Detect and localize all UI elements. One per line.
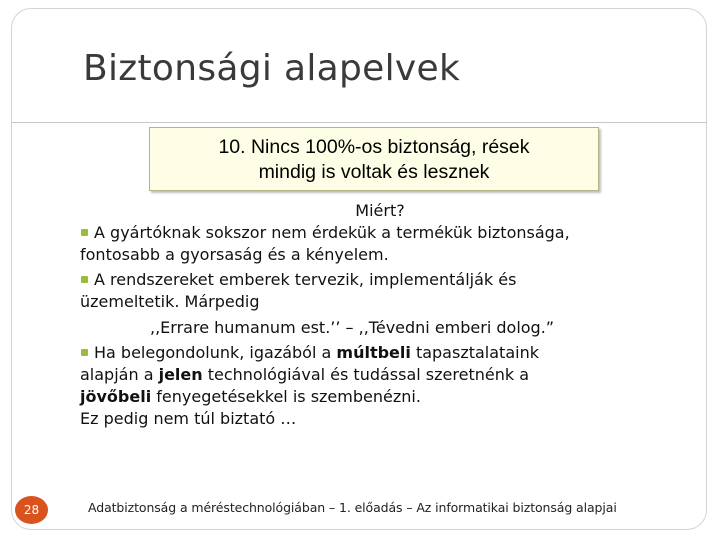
bullet-2-line-2: üzemeltetik. Márpedig (80, 292, 260, 311)
bullet-3-bold-future: jövőbeli (80, 387, 152, 406)
title-divider (11, 122, 707, 123)
slide-body (80, 200, 680, 430)
bullet-icon (81, 349, 88, 356)
bullet-3-bold-present: jelen (158, 365, 203, 384)
principle-callout (149, 127, 599, 191)
bullet-item-1 (80, 222, 680, 266)
bullet-3-text-5: fenyegetésekkel is szembenézni. (151, 387, 421, 406)
callout-line-2: mindig is voltak és lesznek (258, 161, 490, 183)
bullet-item-3 (80, 342, 680, 430)
why-heading: Miért? (355, 201, 405, 220)
latin-quote: ,,Errare humanum est.’’ – ,,Tévedni emberi dolog.” (150, 318, 555, 337)
bullet-3-text-4: technológiával és tudással szeretnénk a (202, 365, 530, 384)
slide-title: Biztonsági alapelvek (83, 48, 461, 89)
callout-line-1: 10. Nincs 100%-os biztonság, rések (218, 136, 530, 158)
title-area (11, 8, 707, 123)
slide-number-badge: 28 (15, 496, 48, 524)
bullet-icon (81, 276, 88, 283)
bullet-2-line-1: A rendszereket emberek tervezik, implementálják és (94, 270, 517, 289)
bullet-3-text-2: tapasztalataink (410, 343, 539, 362)
bullet-3-text-3: alapján a (80, 365, 159, 384)
bullet-icon (81, 229, 88, 236)
bullet-1-line-1: A gyártóknak sokszor nem érdekük a termékük biztonsága, (94, 223, 570, 242)
bullet-item-2 (80, 269, 680, 313)
footer-text: Adatbiztonság a méréstechnológiában – 1. előadás – Az informatikai biztonság alapjai (88, 500, 617, 515)
closing-line: Ez pedig nem túl biztató … (80, 409, 297, 428)
bullet-3-text-1: Ha belegondolunk, igazából a (94, 343, 337, 362)
bullet-1-line-2: fontosabb a gyorsaság és a kényelem. (80, 245, 389, 264)
bullet-3-bold-past: múltbeli (336, 343, 411, 362)
